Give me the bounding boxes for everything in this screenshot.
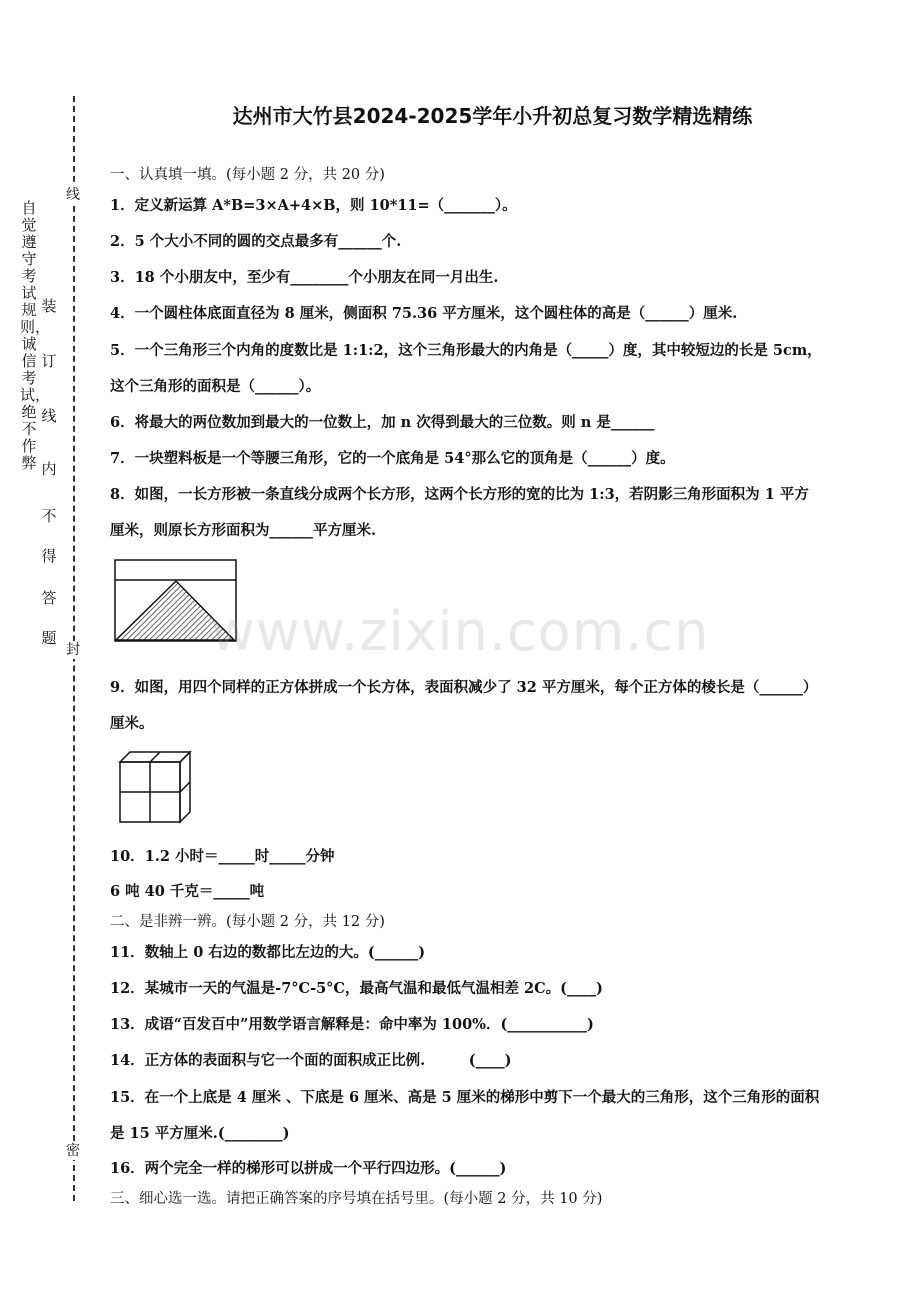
question-2: 2．5 个大小不同的圆的交点最多有______个.: [110, 233, 402, 250]
margin-warning-char: 线: [41, 407, 57, 425]
watermark: www.zixin.com.cn: [210, 600, 710, 663]
margin-warning-char: 答: [41, 589, 57, 607]
section-heading-2: 二、是非辨一辨。(每小题 2 分，共 12 分): [110, 914, 385, 930]
question-9-cont: 厘米。: [110, 715, 154, 732]
question-15: 15．在一个上底是 4 厘米 、下底是 6 厘米、高是 5 厘米的梯形中剪下一个最大的三角形，这个三角形的面积: [110, 1089, 820, 1106]
binding-mark-xian: 线: [66, 187, 80, 203]
question-7: 7．一块塑料板是一个等腰三角形，它的一个底角是 54°那么它的顶角是（______）度。: [110, 450, 675, 467]
question-5-cont: 这个三角形的面积是（______）。: [110, 378, 321, 395]
margin-warning-char: 内: [41, 460, 57, 478]
margin-warning-char: 不: [41, 507, 57, 525]
margin-warning-char: 装: [41, 297, 57, 315]
question-14: 14．正方体的表面积与它一个面的面积成正比例. (____): [110, 1052, 512, 1069]
question-3: 3．18 个小朋友中，至少有________个小朋友在同一月出生.: [110, 269, 499, 286]
question-5: 5．一个三角形三个内角的度数比是 1:1:2，这个三角形最大的内角是（_____）度，其中较短边的长是 5cm，: [110, 342, 822, 359]
question-13: 13．成语“百发百中”用数学语言解释是：命中率为 100%．(___________): [110, 1016, 594, 1033]
four-cubes-figure: [116, 750, 194, 826]
binding-mark-mi: 密: [66, 1143, 80, 1159]
question-12: 12．某城市一天的气温是-7°C-5°C，最高气温和最低气温相差 2C。(____): [110, 980, 603, 997]
question-1: 1．定义新运算 A*B=3×A+4×B，则 10*11=（_______）。: [110, 197, 517, 214]
binding-mark-feng: 封: [66, 642, 80, 658]
question-15-cont: 是 15 平方厘米.(________): [110, 1125, 290, 1142]
question-6: 6．将最大的两位数加到最大的一位数上，加 n 次得到最大的三位数。则 n 是______: [110, 414, 655, 431]
question-10-part2: 6 吨 40 千克＝_____吨: [110, 883, 265, 900]
question-10: 10．1.2 小时＝_____时_____分钟: [110, 848, 335, 865]
section-heading-3: 三、细心选一选。请把正确答案的序号填在括号里。(每小题 2 分，共 10 分): [110, 1191, 603, 1207]
margin-warning-char: 题: [41, 629, 57, 647]
margin-warning-char: 得: [41, 547, 57, 565]
question-9: 9．如图，用四个同样的正方体拼成一个长方体，表面积减少了 32 平方厘米，每个正方体的棱长是（______）: [110, 679, 818, 696]
margin-integrity-note: 自觉遵守考试规则，诚信考试，绝不作弊: [20, 199, 51, 472]
question-4: 4．一个圆柱体底面直径为 8 厘米，侧面积 75.36 平方厘米，这个圆柱体的高是（______）厘米.: [110, 305, 738, 322]
question-16: 16．两个完全一样的梯形可以拼成一个平行四边形。(______): [110, 1160, 507, 1177]
section-heading-1: 一、认真填一填。(每小题 2 分，共 20 分): [110, 167, 385, 183]
question-8: 8．如图，一长方形被一条直线分成两个长方形，这两个长方形的宽的比为 1:3，若阴影三角形面积为 1 平方: [110, 486, 809, 503]
question-8-cont: 厘米，则原长方形面积为______平方厘米.: [110, 522, 377, 539]
page-title: 达州市大竹县2024-2025学年小升初总复习数学精选精练: [232, 104, 753, 128]
margin-warning-char: 订: [41, 352, 57, 370]
question-11: 11．数轴上 0 右边的数都比左边的大。(______): [110, 944, 426, 961]
